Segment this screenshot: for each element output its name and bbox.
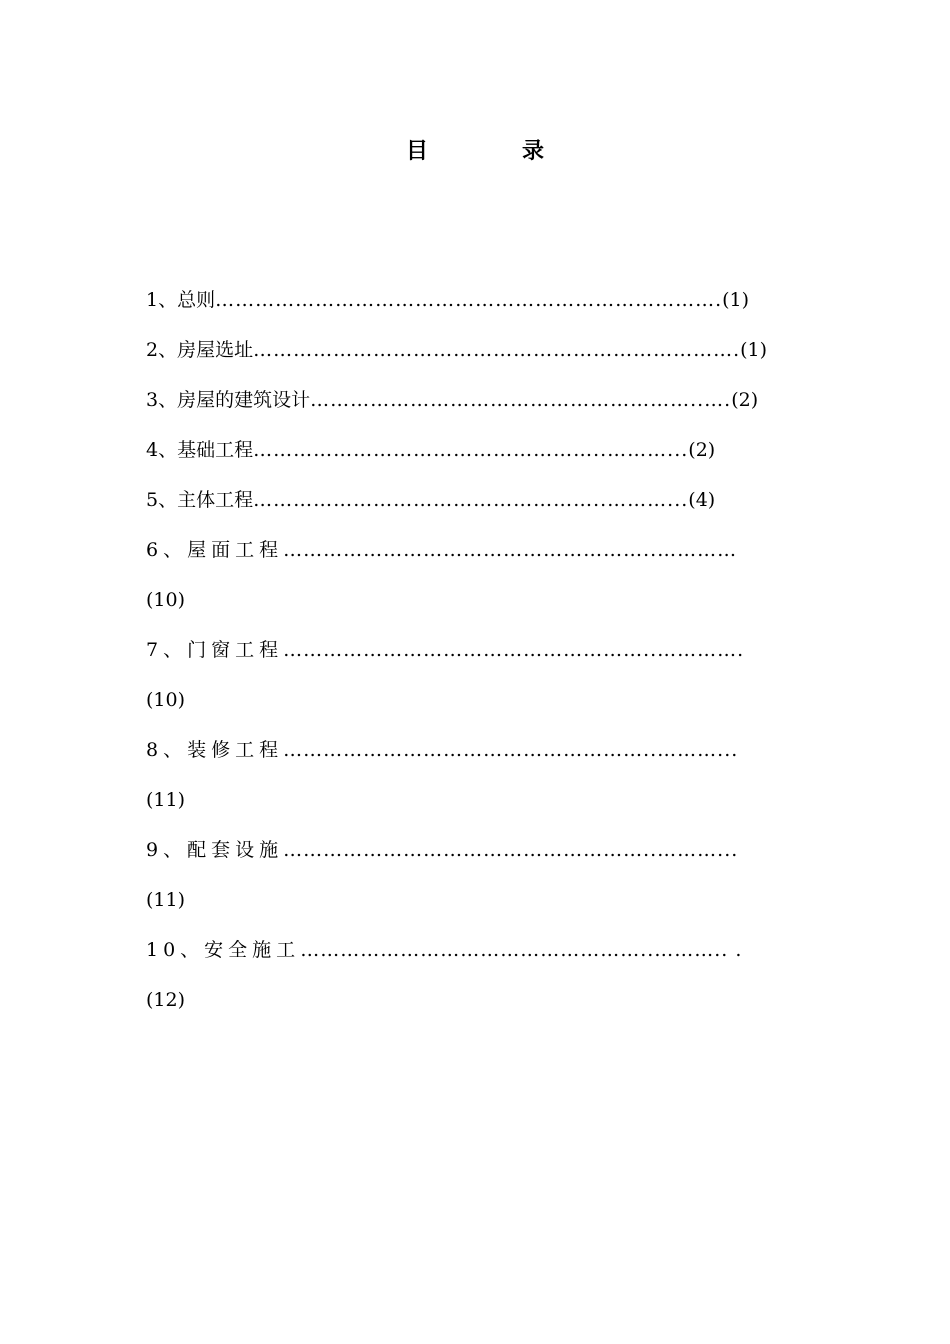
toc-page-number: (10) [146, 689, 186, 711]
toc-entry-construction-safety [146, 935, 806, 985]
toc-leader-dots: ……………………………………………..……….. . [300, 939, 743, 961]
toc-entry-main-structure [146, 485, 806, 535]
toc-page-number: (1) [722, 289, 750, 311]
toc-page-number: (10) [146, 589, 186, 611]
toc-entry-architectural-design [146, 385, 806, 435]
toc-entry-general [146, 285, 806, 335]
toc-leader-dots: ………………………………………………..………… [283, 539, 738, 561]
toc-leader-dots: ……………………………………………..………... [253, 489, 689, 511]
toc-page-number: (12) [146, 989, 186, 1011]
toc-leader-dots: ………………………………………………………………. [253, 339, 741, 361]
toc-entry-label: 9、配套设施 [146, 839, 284, 861]
toc-entry-roofing [146, 535, 806, 585]
toc-page-number: (1) [740, 339, 768, 361]
toc-entry-label: 3、房屋的建筑设计 [146, 389, 311, 411]
toc-entry-label: 10、安全施工 [146, 939, 301, 961]
toc-leader-dots: ………………………………………………..………... [283, 839, 739, 861]
toc-leader-dots: …………………………………………………………………. [215, 289, 723, 311]
toc-page-number: (11) [146, 789, 186, 811]
toc-entry-roofing-page [146, 585, 806, 635]
toc-entry-foundation [146, 435, 806, 485]
toc-entry-label: 7、门窗工程 [146, 639, 284, 661]
toc-entry-construction-safety-page [146, 985, 806, 1035]
toc-page-number: (4) [688, 489, 716, 511]
toc-entry-site-selection [146, 335, 806, 385]
toc-entry-label: 4、基础工程 [146, 439, 254, 461]
toc-page-number: (2) [688, 439, 716, 461]
toc-title: 目 录 [405, 138, 580, 164]
toc-entry-label: 1、总则 [146, 289, 216, 311]
toc-entry-doors-windows [146, 635, 806, 685]
toc-entry-label: 5、主体工程 [146, 489, 254, 511]
toc-page-number: (2) [731, 389, 759, 411]
toc-leader-dots: …………………………………………………..…. [310, 389, 732, 411]
toc-entry-doors-windows-page [146, 685, 806, 735]
toc-entry-decoration [146, 735, 806, 785]
toc-entry-label: 8、装修工程 [146, 739, 284, 761]
toc-leader-dots: ………………………………………………..…………. [283, 639, 745, 661]
toc-entry-decoration-page [146, 785, 806, 835]
toc-entry-supporting-facilities [146, 835, 806, 885]
toc-leader-dots: ………………………………………………..………... [283, 739, 739, 761]
toc-list [146, 285, 806, 1035]
toc-entry-label: 2、房屋选址 [146, 339, 254, 361]
toc-page-number: (11) [146, 889, 186, 911]
toc-leader-dots: ……………………………………………..………... [253, 439, 689, 461]
toc-entry-label: 6、屋面工程 [146, 539, 284, 561]
toc-entry-supporting-facilities-page [146, 885, 806, 935]
